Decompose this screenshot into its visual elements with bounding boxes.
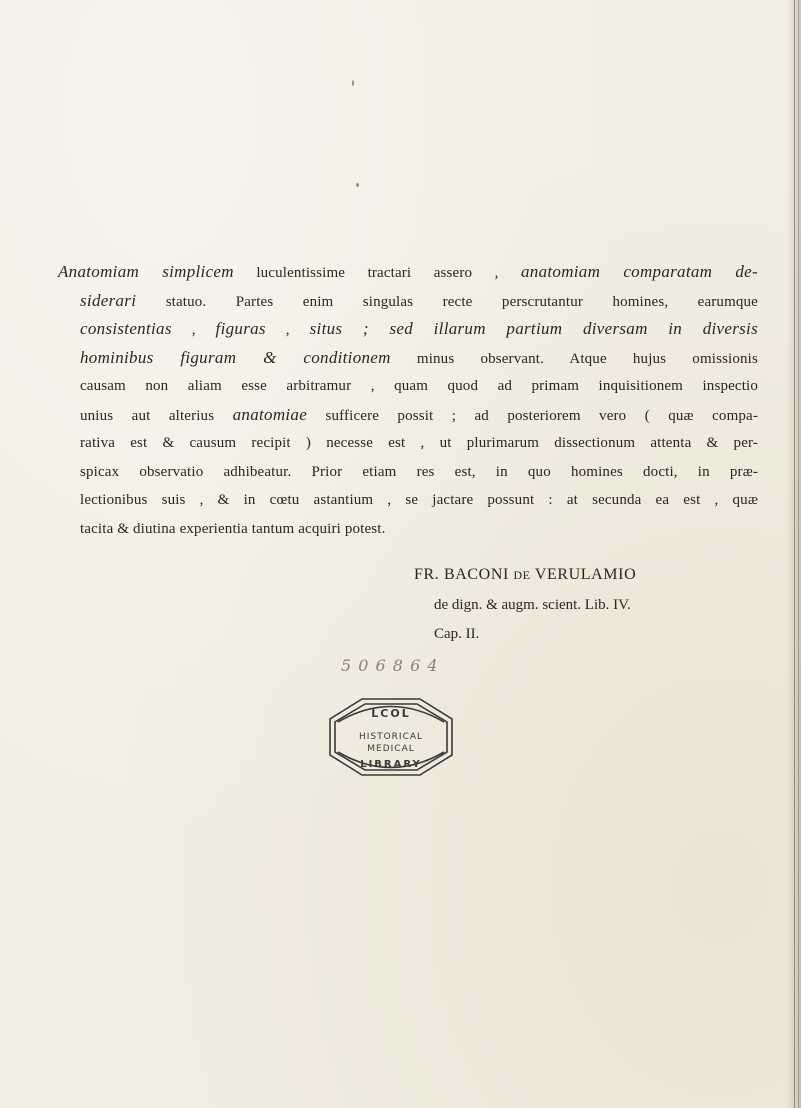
italic-phrase: Anatomiam simplicem [58, 262, 234, 281]
quote-text: luculentissime tractari assero , [233, 265, 521, 281]
ink-speck [352, 80, 354, 86]
page-edge-line [794, 0, 795, 1108]
italic-phrase: anatomiam comparatam de- [520, 262, 758, 281]
quote-line: rativa est & causum recipit ) necesse est , ut plurimarum dissectionum attenta & per- [80, 435, 758, 451]
italic-phrase: consistentias [80, 319, 172, 338]
stamp-middle-text: MEDICAL [367, 744, 415, 754]
italic-phrase: situs ; sed illarum partium diversam in diversis [309, 319, 758, 338]
italic-phrase: anatomiae [232, 404, 308, 424]
italic-phrase: figuras [215, 319, 266, 338]
quote-block [58, 258, 758, 543]
quote-text: minus observant. Atque hujus omissionis [390, 350, 758, 367]
library-stamp-seal [326, 695, 456, 779]
source-citation: de dign. & augm. scient. Lib. IV. [434, 597, 631, 613]
italic-phrase: siderari [80, 290, 137, 310]
quote-line [58, 287, 758, 316]
quote-line [58, 258, 758, 287]
author-name: FR. BACONI [414, 566, 514, 583]
quote-line [58, 344, 758, 373]
quote-line [58, 401, 758, 430]
quote-line [58, 315, 758, 344]
quote-text: , [265, 322, 310, 338]
quote-line: causam non aliam esse arbitramur , quam quod ad primam inquisitionem inspectio [80, 378, 758, 394]
author-name-particle: DE [513, 568, 531, 582]
author-name: VERULAMIO [530, 566, 637, 583]
handwritten-shelfmark: 5 0 6 8 6 4 [341, 656, 439, 675]
quote-text: statuo. Partes enim singulas recte perscrutantur homines, earumque [136, 293, 758, 310]
quote-text: sufficere possit ; ad posteriorem vero ( quæ compa- [307, 407, 758, 424]
quote-line: tacita & diutina experientia tantum acquiri potest. [80, 520, 386, 537]
library-stamp [326, 695, 456, 779]
quote-text: , [171, 322, 216, 338]
quote-line: lectionibus suis , & in cœtu astantium , se jactare possunt : at secunda ea est , quæ [80, 492, 758, 508]
stamp-top-text: LCOL [371, 707, 411, 720]
author-attribution [414, 566, 636, 584]
quote-text: unius aut alterius [80, 407, 233, 424]
ink-speck [356, 183, 359, 187]
stamp-bottom-text: LIBRARY [360, 759, 422, 770]
stamp-middle-text: HISTORICAL [358, 732, 424, 742]
page-edge-line [798, 0, 799, 1108]
source-citation-chapter: Cap. II. [434, 626, 480, 642]
italic-phrase: hominibus figuram & conditionem [80, 347, 391, 367]
quote-line: spicax observatio adhibeatur. Prior etiam res est, in quo homines docti, in præ- [80, 463, 758, 480]
